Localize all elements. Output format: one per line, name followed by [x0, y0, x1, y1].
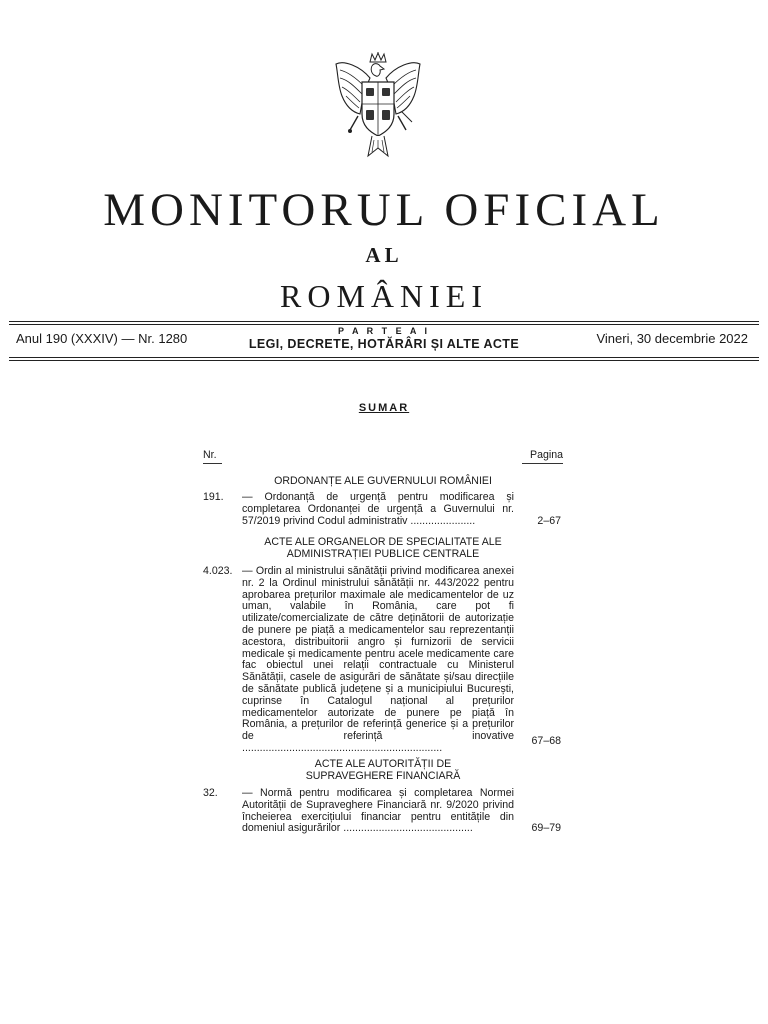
entry-number: 4.023.: [203, 565, 233, 577]
entry-page: 2–67: [537, 514, 561, 527]
entry-text: — Normă pentru modificarea și completarea Normei Autorității de Supraveghere Financiară nr. 9/2020 privind încheierea exercițiului financiar pentru entitățile din domeniul asigurărilor ............................................: [242, 787, 514, 835]
column-header-page: Pagina: [522, 449, 563, 464]
summary-heading: SUMAR: [358, 402, 410, 414]
romania-coat-of-arms-icon: [332, 52, 424, 167]
toc-entry[interactable]: [203, 492, 563, 528]
entry-page: 67–68: [531, 735, 561, 747]
gazette-title-al: AL: [365, 243, 403, 267]
header-rule-bottom-2: [9, 360, 759, 361]
entry-number: 32.: [203, 787, 218, 799]
issue-date: Vineri, 30 decembrie 2022: [596, 331, 748, 346]
gazette-title: MONITORUL OFICIAL: [103, 184, 665, 236]
part-block: [214, 326, 554, 352]
section-title: ORDONANȚE ALE GUVERNULUI ROMÂNIEI: [274, 475, 492, 487]
header-rule-top-2: [9, 324, 759, 325]
entry-text: — Ordin al ministrului sănătății privind modificarea anexei nr. 2 la Ordinul ministrului sănătății nr. 443/2022 pentru aprobarea prețurilor maximale ale medicamentelor de uz uman, valabile în România, care pot fi utilizate/comercializate de către deținătorii de autorizație de punere pe piață a medicamentelor sau reprezentanții acestora, distribuitorii angro și furnizorii de servicii medicale și medicamente pentru acele medicamente care fac obiectul unei relații contractuale cu Ministerul Sănătății, casele de asigurări de sănătate și/sau direcțiile de sănătate publică județene și a municipiului București, cuprinse în Catalogul național al prețurilor medicamentelor autorizate de punere pe piață în România, a prețurilor de referință generice și a prețurilor de referință inovative ....................................................................: [242, 565, 514, 754]
entry-text: — Ordonanță de urgență pentru modificarea și completarea Ordonanței de urgență a Guvernului nr. 57/2019 privind Codul administrativ ......................: [242, 491, 514, 527]
header-rule-bottom: [9, 357, 759, 358]
entry-number: 191.: [203, 491, 224, 503]
gazette-title-country: ROMÂNIEI: [280, 278, 488, 314]
toc-entry[interactable]: [203, 566, 563, 756]
section-title: ACTE ALE AUTORITĂȚII DE SUPRAVEGHERE FINANCIARĂ: [305, 758, 461, 782]
issue-number: Anul 190 (XXXIV) — Nr. 1280: [16, 331, 188, 346]
column-header-nr: Nr.: [203, 449, 222, 464]
toc-entry[interactable]: [203, 788, 563, 836]
part-title: LEGI, DECRETE, HOTĂRÂRI ȘI ALTE ACTE: [248, 337, 520, 351]
entry-page: 69–79: [531, 822, 561, 835]
header-rule-top: [9, 321, 759, 322]
section-title: ACTE ALE ORGANELOR DE SPECIALITATE ALE ADMINISTRAȚIEI PUBLICE CENTRALE: [264, 536, 502, 560]
part-label: P A R T E A I: [337, 326, 430, 336]
